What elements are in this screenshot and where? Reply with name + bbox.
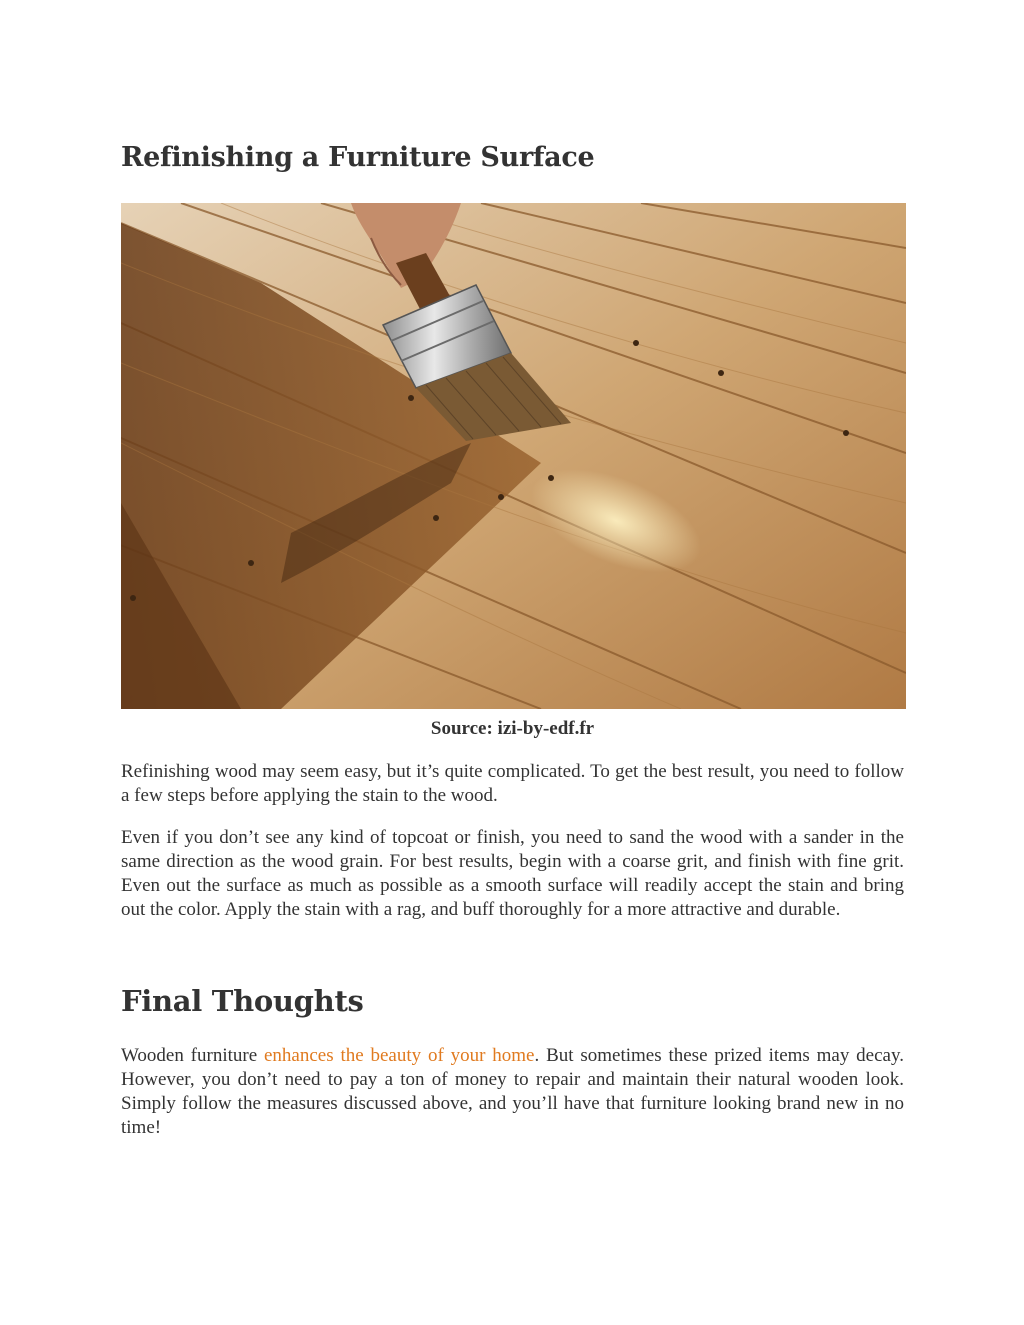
paragraph-text-before-link: Wooden furniture bbox=[121, 1045, 264, 1066]
paragraph-final-thoughts bbox=[121, 1044, 904, 1140]
section-heading-final-thoughts: Final Thoughts bbox=[121, 984, 364, 1018]
paragraph-text-after-link: . But sometimes these prized items may decay. However, you don’t need to pay a ton of money to repair and maintain their natural wooden look. Simply follow the measures discussed above, and you’ll have that furniture looking brand new in no time! bbox=[121, 1045, 904, 1138]
section-heading-refinishing: Refinishing a Furniture Surface bbox=[121, 142, 595, 173]
image-caption: Source: izi-by-edf.fr bbox=[430, 718, 595, 739]
hero-image-wood-staining bbox=[121, 203, 906, 709]
paragraph-sanding-steps: Even if you don’t see any kind of topcoat or finish, you need to sand the wood with a sander in the same direction as the wood grain. For best results, begin with a coarse grit, and finish with fine grit. Even out the surface as much as possible as a smooth surface will readily accept the stain and bring out the color. Apply the stain with a rag, and buff thoroughly for a more attractive and durable. bbox=[121, 827, 904, 920]
paragraph-intro: Refinishing wood may seem easy, but it’s quite complicated. To get the best result, you need to follow a few steps before applying the stain to the wood. bbox=[121, 761, 904, 806]
link-enhances-beauty[interactable]: enhances the beauty of your home bbox=[263, 1045, 535, 1066]
wood-deck-brush-illustration bbox=[121, 203, 906, 709]
